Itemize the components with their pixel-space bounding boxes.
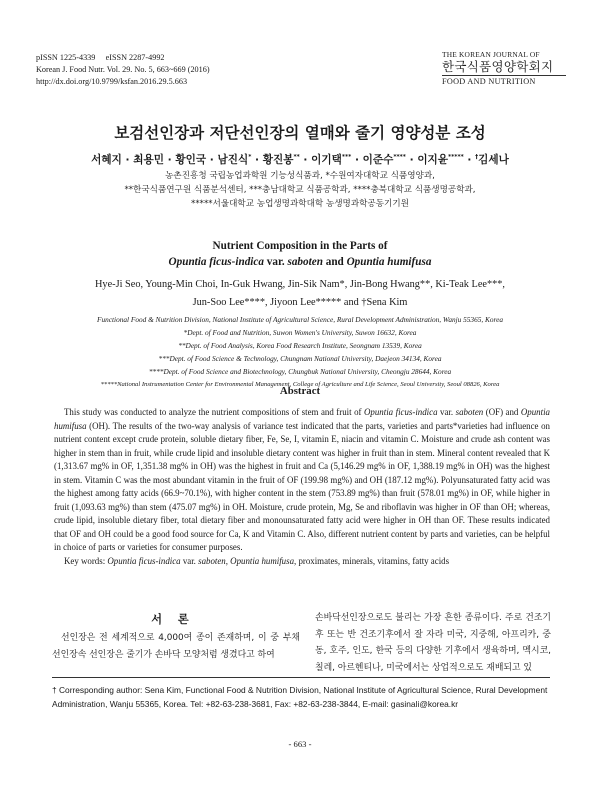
- affiliation-en-4: ***Dept. of Food Science & Technology, Chungnam National University, Daejeon 34134, Korea: [158, 354, 442, 363]
- author-ko: 황인국: [175, 154, 207, 166]
- author-list-en-line-1: Hye-Ji Seo, Young-Min Choi, In-Guk Hwang, Jin-Sik Nam*, Jin-Bong Hwang**, Ki-Teak Lee***,: [95, 279, 505, 290]
- paper-title-ko: 보검선인장과 저단선인장의 열매와 줄기 영양성분 조성: [114, 124, 486, 142]
- affiliation-ko-2: **한국식품연구원 식품분석센터, ***충남대학교 식품공학과, ****충북대학교 식품생명공학과,: [124, 185, 476, 195]
- affiliation-en-3: **Dept. of Food Analysis, Korea Food Research Institute, Seongnam 13539, Korea: [178, 341, 422, 350]
- author-list-ko: 서혜지 · 최용민 · 황인국 · 남진식* · 황진봉** · 이기택*** · 이준수**** · 이지윤***** · †김세나: [91, 153, 509, 166]
- corresponding-author-footnote: † Corresponding author: Sena Kim, Functional Food & Nutrition Division, National Institute of Agricultural Science, Rural Development Administration, Wanju 55365, Korea. Tel: +82-63-238-3681, Fax: +82-63-238-3844, E-mail: gasinali@korea.kr: [52, 685, 548, 709]
- paper-title-en: Nutrient Composition in the Parts of Opuntia ficus-indica var. saboten and Opuntia humifusa: [168, 240, 432, 268]
- author-ko: 황진봉**: [262, 153, 300, 166]
- body-paragraph: 손바닥선인장으로도 불리는 가장 흔한 종류이다. 주로 건조기후 또는 반 건조기후에서 잘 자라 미국, 지중해, 아프리카, 중동, 호주, 인도, 한국 등의 다양한 기후에서 생육하며, 멕시코, 칠레, 아르헨티나, 미국에서는 상업적으로도 재배되고 있: [315, 613, 551, 673]
- keywords: Key words: Opuntia ficus-indica var. saboten, Opuntia humifusa, proximates, minerals, vitamins, fatty acids: [64, 555, 450, 566]
- author-ko: 이준수****: [362, 153, 406, 166]
- page-number: - 663 -: [288, 739, 312, 749]
- affiliation-ko-1: 농촌진흥청 국립농업과학원 기능성식품과, *수원여자대학교 식품영양과,: [165, 171, 435, 181]
- journal-name-ko: 한국식품영양학회지: [442, 59, 554, 74]
- journal-name-en-bottom: FOOD AND NUTRITION: [442, 77, 536, 86]
- body-column-right: [315, 610, 551, 676]
- body-column-left: [52, 630, 300, 663]
- affiliation-ko-3: *****서울대학교 농업생명과학대학 농생명과학공동기기원: [191, 199, 409, 209]
- affiliation-en-6: *****National Instrumentation Center for Environmental Management, College of Agriculture and Life Science, Seoul University, Seoul 08826, Korea: [100, 381, 500, 388]
- citation: Korean J. Food Nutr. Vol. 29. No. 5, 663~669 (2016): [36, 65, 210, 74]
- author-list-en: [0, 276, 600, 312]
- abstract-heading: Abstract: [279, 385, 321, 397]
- doi-link[interactable]: http://dx.doi.org/10.9799/ksfan.2016.29.5.663: [36, 77, 188, 86]
- journal-name-en-top: THE KOREAN JOURNAL OF: [442, 50, 540, 59]
- author-ko: 남진식*: [217, 153, 252, 166]
- affiliation-en-5: ****Dept. of Food Science and Biotechnology, Chungbuk National University, Cheongju 28644, Korea: [148, 367, 452, 376]
- abstract-paragraph: This study was conducted to analyze the nutrient compositions of stem and fruit of Opuntia ficus-indica var. saboten (OF) and Opuntia humifusa (OH). The results of the two-way analysis of variance test indicated that the parts, varieties and parts*varieties had influence on nutrient content except crude protein, soluble dietary fiber, Fe, Se, I, vitamin E, niacin and vitamin C. Moisture and crude ash content was higher in stem than in fruit, while crude lipid and insoluble dietary content was higher in fruit than in stem. Mineral content revealed that K (1,313.67 mg% in OF, 1,351.38 mg% in OH) was the highest in fruit and Ca (5,146.29 mg% in OF, 1,388.19 mg% in OH) was the highest in stem. Vitamin C was the most abundant vitamin in the fruit of OF (199.98 mg%) and OH (187.12 mg%). Polyunsaturated fatty acid was the highest among fatty acids (66.9~70.1%), with higher content in the stem (753.89 mg%) than fruit (578.01 mg%) in OF, while higher in fruit (1,093.63 mg%) than stem (475.07 mg%) in OH. Moisture, crude protein, Mg, Se and riboflavin was higher in OF than OH; whereas, crude lipid, insoluble dietary fiber, total dietary fiber and monounsaturated fatty acid were higher in OH than OF. These results indicated that OF and OH could be a good food source for Ca, K and Vitamin C. Also, different nutrient content by parts and varieties, can be helpful in choice of parts or varieties for consumer purposes.: [54, 407, 550, 552]
- section-heading-introduction: 서 론: [151, 613, 195, 626]
- journal-logo: [442, 50, 566, 86]
- author-ko: 서혜지: [91, 154, 122, 166]
- author-ko: †김세나: [475, 153, 509, 166]
- author-ko: 최용민: [133, 154, 164, 166]
- author-ko: 이기택***: [311, 153, 352, 166]
- body-paragraph: 선인장은 전 세계적으로 4,000여 종이 존재하며, 이 중 부채선인장속 선인장은 줄기가 손바닥 모양처럼 생겼다고 하여: [52, 633, 300, 660]
- footnote-divider: [52, 677, 550, 678]
- author-ko: 이지윤*****: [417, 153, 464, 166]
- affiliation-en-1: Functional Food & Nutrition Division, National Institute of Agricultural Science, Rural Development Administration, Wanju 55365, Korea: [97, 315, 503, 324]
- issn: pISSN 1225-4339 eISSN 2287-4992: [36, 53, 165, 62]
- author-list-en-line-2: Jun-Soo Lee****, Jiyoon Lee***** and †Sena Kim: [192, 297, 408, 308]
- journal-divider: [442, 75, 566, 76]
- article-meta: [36, 52, 210, 88]
- affiliation-en-2: *Dept. of Food and Nutrition, Suwon Women's University, Suwon 16632, Korea: [183, 328, 417, 337]
- abstract-body: [54, 406, 550, 568]
